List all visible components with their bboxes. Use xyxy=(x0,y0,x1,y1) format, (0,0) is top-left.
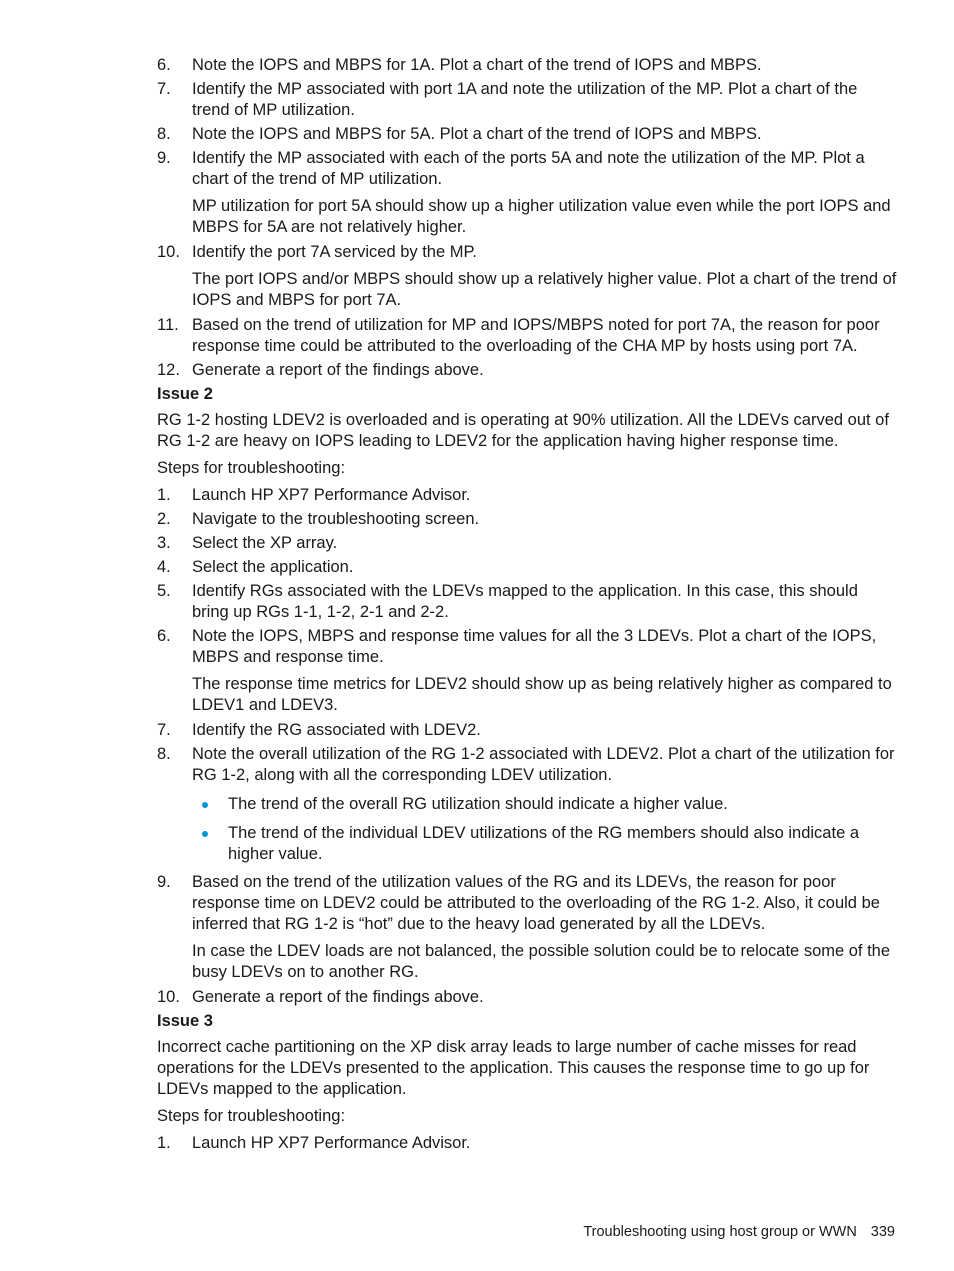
list-item-number: 8. xyxy=(157,745,171,763)
list-item-text: Note the overall utilization of the RG 1-2 associated with LDEV2. Plot a chart of the utilization for RG 1-2, along with all the corresponding LDEV utilization. xyxy=(192,745,895,784)
step-list-issue3 xyxy=(157,1133,899,1154)
issue-2-intro: RG 1-2 hosting LDEV2 is overloaded and is operating at 90% utilization. All the LDEVs carved out of RG 1-2 are heavy on IOPS leading to LDEV2 for the application having higher response time. xyxy=(157,411,889,450)
issue-2-steps-label: Steps for troubleshooting: xyxy=(157,459,346,477)
list-item-text: Launch HP XP7 Performance Advisor. xyxy=(192,1134,471,1152)
list-item-number: 7. xyxy=(157,80,171,98)
list-item-number: 4. xyxy=(157,558,171,576)
list-item xyxy=(157,79,899,121)
list-item xyxy=(157,872,899,935)
list-item xyxy=(157,242,899,263)
bullet-text: The trend of the overall RG utilization should indicate a higher value. xyxy=(228,795,728,813)
bullet-dot-icon xyxy=(202,802,208,808)
list-item xyxy=(157,1133,899,1154)
list-item-text: Select the application. xyxy=(192,558,354,576)
page-content xyxy=(157,55,899,1157)
list-item-text: Generate a report of the findings above. xyxy=(192,988,484,1006)
list-item xyxy=(157,485,899,506)
list-item-number: 1. xyxy=(157,486,171,504)
list-item xyxy=(157,509,899,530)
list-item-text: Navigate to the troubleshooting screen. xyxy=(192,510,480,528)
list-item-number: 8. xyxy=(157,125,171,143)
list-item-number: 6. xyxy=(157,56,171,74)
list-item-text: Note the IOPS, MBPS and response time values for all the 3 LDEVs. Plot a chart of the IOPS, MBPS and response time. xyxy=(192,627,877,666)
issue-3-heading: Issue 3 xyxy=(157,1012,213,1030)
issue-3-intro: Incorrect cache partitioning on the XP disk array leads to large number of cache misses for read operations for the LDEVs presented to the application. This causes the response time to go up for LDEVs mapped to the application. xyxy=(157,1038,870,1098)
list-item xyxy=(157,124,899,145)
bullet-item xyxy=(157,794,899,815)
list-item-text: Identify the MP associated with port 1A and note the utilization of the MP. Plot a chart of the trend of MP utilization. xyxy=(192,80,858,119)
step-list-issue1 xyxy=(157,55,899,381)
issue-2-heading: Issue 2 xyxy=(157,385,213,403)
list-item-text: Select the XP array. xyxy=(192,534,338,552)
list-item-text: Note the IOPS and MBPS for 1A. Plot a chart of the trend of IOPS and MBPS. xyxy=(192,56,762,74)
list-item-number: 12. xyxy=(157,361,180,379)
list-item-text: Identify the MP associated with each of the ports 5A and note the utilization of the MP. Plot a chart of the trend of MP utilization. xyxy=(192,149,865,188)
page-footer xyxy=(583,1222,895,1243)
list-item-text: Note the IOPS and MBPS for 5A. Plot a chart of the trend of IOPS and MBPS. xyxy=(192,125,762,143)
list-item xyxy=(157,315,899,357)
list-item-number: 5. xyxy=(157,582,171,600)
list-item-text: Identify the RG associated with LDEV2. xyxy=(192,721,481,739)
list-item-number: 3. xyxy=(157,534,171,552)
page-number: 339 xyxy=(870,1224,895,1240)
list-item-number: 10. xyxy=(157,988,180,1006)
list-item-note: The response time metrics for LDEV2 should show up as being relatively higher as compared to LDEV1 and LDEV3. xyxy=(192,675,892,714)
list-item-text: Generate a report of the findings above. xyxy=(192,361,484,379)
list-item xyxy=(157,55,899,76)
list-item xyxy=(157,360,899,381)
bullet-dot-icon xyxy=(202,831,208,837)
list-item-note: The port IOPS and/or MBPS should show up a relatively higher value. Plot a chart of the trend of IOPS and MBPS for port 7A. xyxy=(192,270,897,309)
list-item-number: 6. xyxy=(157,627,171,645)
list-item xyxy=(157,720,899,741)
list-item-number: 11. xyxy=(157,316,179,334)
list-item-text: Based on the trend of the utilization values of the RG and its LDEVs, the reason for poor response time on LDEV2 could be attributed to the overloading of the RG 1-2. Also, it could be inferred that RG 1-2 is “hot” due to the heavy load generated by all the LDEVs. xyxy=(192,873,880,933)
list-item xyxy=(157,533,899,554)
list-item-note: In case the LDEV loads are not balanced, the possible solution could be to relocate some of the busy LDEVs on to another RG. xyxy=(192,942,891,981)
list-item-text: Identify RGs associated with the LDEVs mapped to the application. In this case, this should bring up RGs 1-1, 1-2, 2-1 and 2-2. xyxy=(192,582,858,621)
list-item xyxy=(157,744,899,786)
list-item xyxy=(157,581,899,623)
list-item-number: 1. xyxy=(157,1134,171,1152)
list-item xyxy=(157,626,899,668)
list-item xyxy=(157,148,899,190)
list-item xyxy=(157,987,899,1008)
list-item xyxy=(157,557,899,578)
step-list-issue2 xyxy=(157,485,899,1008)
list-item-number: 9. xyxy=(157,149,171,167)
footer-section-title: Troubleshooting using host group or WWN xyxy=(583,1224,857,1240)
issue-3-steps-label: Steps for troubleshooting: xyxy=(157,1107,346,1125)
list-item-number: 9. xyxy=(157,873,171,891)
list-item-text: Based on the trend of utilization for MP and IOPS/MBPS noted for port 7A, the reason for poor response time could be attributed to the overloading of the CHA MP by hosts using port 7A. xyxy=(192,316,880,355)
bullet-item xyxy=(157,823,899,865)
list-item-text: Launch HP XP7 Performance Advisor. xyxy=(192,486,471,504)
list-item-note: MP utilization for port 5A should show up a higher utilization value even while the port IOPS and MBPS for 5A are not relatively higher. xyxy=(192,197,891,236)
list-item-number: 7. xyxy=(157,721,171,739)
bullet-text: The trend of the individual LDEV utilizations of the RG members should also indicate a higher value. xyxy=(228,824,860,863)
list-item-number: 2. xyxy=(157,510,171,528)
list-item-text: Identify the port 7A serviced by the MP. xyxy=(192,243,477,261)
list-item-number: 10. xyxy=(157,243,180,261)
